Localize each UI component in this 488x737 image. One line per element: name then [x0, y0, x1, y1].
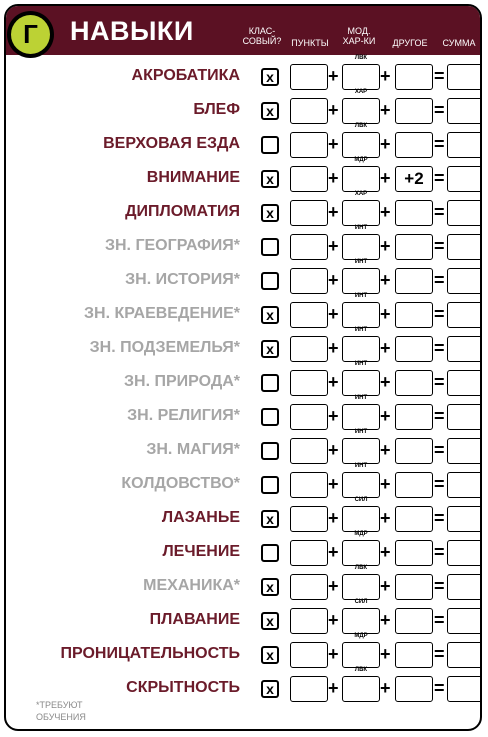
other-field[interactable] — [395, 234, 433, 260]
skill-name: ЗН. ИСТОРИЯ* — [125, 271, 240, 288]
ability-mod-field[interactable] — [342, 574, 380, 600]
total-field[interactable] — [447, 370, 482, 396]
equals-sign: = — [434, 576, 445, 596]
plus-sign: + — [380, 474, 391, 494]
skill-row — [6, 191, 480, 229]
plus-sign: + — [380, 372, 391, 392]
equals-sign: = — [434, 202, 445, 222]
ability-label: ЛВК — [354, 55, 368, 61]
plus-sign: + — [380, 134, 391, 154]
other-field[interactable] — [395, 98, 433, 124]
section-badge — [7, 11, 54, 58]
skill-name: ЗН. КРАЕВЕДЕНИЕ* — [84, 305, 240, 322]
other-field[interactable] — [395, 200, 433, 226]
skill-name: ВНИМАНИЕ — [146, 169, 240, 186]
ability-mod-field[interactable] — [342, 642, 380, 668]
equals-sign: = — [434, 236, 445, 256]
plus-sign: + — [328, 134, 339, 154]
ability-mod-field[interactable] — [342, 98, 380, 124]
points-field[interactable] — [290, 608, 328, 634]
ability-label: ХАР — [354, 191, 368, 197]
points-field[interactable] — [290, 98, 328, 124]
points-field[interactable] — [290, 676, 328, 702]
other-field[interactable] — [395, 676, 433, 702]
class-skill-checkbox[interactable] — [261, 374, 279, 392]
total-field[interactable] — [447, 268, 482, 294]
class-skill-checkbox[interactable] — [261, 136, 279, 154]
skill-name: ЗН. МАГИЯ* — [146, 441, 240, 458]
class-skill-checkbox[interactable]: x — [261, 612, 279, 630]
points-field[interactable] — [290, 166, 328, 192]
equals-sign: = — [434, 406, 445, 426]
ability-mod-field[interactable] — [342, 506, 380, 532]
plus-sign: + — [380, 508, 391, 528]
class-skill-checkbox[interactable] — [261, 476, 279, 494]
plus-sign: + — [380, 202, 391, 222]
ability-label: ИНТ — [354, 225, 368, 231]
skill-name: СКРЫТНОСТЬ — [126, 679, 240, 696]
skill-row — [6, 565, 480, 603]
total-field[interactable] — [447, 540, 482, 566]
plus-sign: + — [328, 202, 339, 222]
skill-row — [6, 429, 480, 467]
equals-sign: = — [434, 168, 445, 188]
total-field[interactable] — [447, 574, 482, 600]
points-field[interactable] — [290, 132, 328, 158]
plus-sign: + — [380, 440, 391, 460]
equals-sign: = — [434, 66, 445, 86]
skill-row — [6, 531, 480, 569]
total-field[interactable] — [447, 676, 482, 702]
skill-name: ЗН. РЕЛИГИЯ* — [127, 407, 240, 424]
ability-mod-field[interactable] — [342, 336, 380, 362]
other-field[interactable] — [395, 336, 433, 362]
skills-panel — [4, 4, 482, 731]
points-field[interactable] — [290, 64, 328, 90]
other-field[interactable] — [395, 506, 433, 532]
plus-sign: + — [328, 270, 339, 290]
ability-label: ИНТ — [354, 395, 368, 401]
skill-name: ЗН. ПРИРОДА* — [123, 373, 240, 390]
skill-row — [6, 395, 480, 433]
skill-row — [6, 327, 480, 365]
other-field[interactable] — [395, 268, 433, 294]
skill-row — [6, 123, 480, 161]
points-field[interactable] — [290, 336, 328, 362]
ability-label: ИНТ — [354, 293, 368, 299]
plus-sign: + — [380, 236, 391, 256]
other-field[interactable] — [395, 642, 433, 668]
ability-mod-field[interactable] — [342, 64, 380, 90]
total-field[interactable] — [447, 506, 482, 532]
class-skill-checkbox[interactable]: x — [261, 306, 279, 324]
points-field[interactable] — [290, 540, 328, 566]
header-bar — [6, 6, 480, 55]
plus-sign: + — [328, 542, 339, 562]
class-skill-checkbox[interactable] — [261, 238, 279, 256]
skill-name: ВЕРХОВАЯ ЕЗДА — [103, 135, 240, 152]
equals-sign: = — [434, 304, 445, 324]
total-field[interactable] — [447, 64, 482, 90]
ability-mod-field[interactable] — [342, 200, 380, 226]
skill-row — [6, 293, 480, 331]
skill-row — [6, 157, 480, 195]
plus-sign: + — [328, 644, 339, 664]
ability-mod-field[interactable] — [342, 234, 380, 260]
skill-name: ПЛАВАНИЕ — [149, 611, 240, 628]
points-field[interactable] — [290, 234, 328, 260]
plus-sign: + — [328, 440, 339, 460]
plus-sign: + — [380, 100, 391, 120]
section-title: НАВЫКИ — [70, 16, 194, 46]
skill-name: ПРОНИЦАТЕЛЬНОСТЬ — [60, 645, 240, 662]
ability-label: ИНТ — [354, 429, 368, 435]
plus-sign: + — [328, 236, 339, 256]
other-field[interactable]: +2 — [395, 166, 433, 192]
total-field[interactable] — [447, 472, 482, 498]
class-skill-checkbox[interactable]: x — [261, 170, 279, 188]
plus-sign: + — [328, 610, 339, 630]
plus-sign: + — [380, 678, 391, 698]
skill-name: ЗН. ПОДЗЕМЕЛЬЯ* — [89, 339, 240, 356]
total-field[interactable] — [447, 234, 482, 260]
skill-row — [6, 463, 480, 501]
ability-label: ИНТ — [354, 327, 368, 333]
skill-row — [6, 599, 480, 637]
equals-sign: = — [434, 372, 445, 392]
points-field[interactable] — [290, 404, 328, 430]
plus-sign: + — [380, 168, 391, 188]
plus-sign: + — [328, 338, 339, 358]
total-field[interactable] — [447, 166, 482, 192]
skill-row — [6, 225, 480, 263]
ability-mod-field[interactable] — [342, 676, 380, 702]
class-skill-checkbox[interactable]: x — [261, 578, 279, 596]
skill-row — [6, 633, 480, 671]
skill-row — [6, 259, 480, 297]
points-field[interactable] — [290, 200, 328, 226]
equals-sign: = — [434, 338, 445, 358]
plus-sign: + — [328, 508, 339, 528]
plus-sign: + — [328, 372, 339, 392]
column-other: ДРУГОЕ — [392, 38, 428, 48]
other-field[interactable] — [395, 438, 433, 464]
other-field[interactable] — [395, 132, 433, 158]
ability-label: ХАР — [354, 89, 368, 95]
total-field[interactable] — [447, 200, 482, 226]
plus-sign: + — [328, 66, 339, 86]
plus-sign: + — [328, 168, 339, 188]
class-skill-checkbox[interactable] — [261, 408, 279, 426]
plus-sign: + — [380, 644, 391, 664]
class-skill-checkbox[interactable] — [261, 544, 279, 562]
ability-mod-field[interactable] — [342, 166, 380, 192]
ability-mod-field[interactable] — [342, 404, 380, 430]
section-letter: Г — [11, 15, 50, 54]
ability-mod-field[interactable] — [342, 370, 380, 396]
footnote: *ТРЕБУЮТ ОБУЧЕНИЯ — [36, 700, 86, 722]
ability-mod-field[interactable] — [342, 438, 380, 464]
ability-mod-field[interactable] — [342, 472, 380, 498]
ability-mod-field[interactable] — [342, 132, 380, 158]
total-field[interactable] — [447, 336, 482, 362]
ability-mod-field[interactable] — [342, 608, 380, 634]
other-field[interactable] — [395, 404, 433, 430]
skill-name: КОЛДОВСТВО* — [121, 475, 240, 492]
points-field[interactable] — [290, 642, 328, 668]
points-field[interactable] — [290, 370, 328, 396]
points-field[interactable] — [290, 268, 328, 294]
total-field[interactable] — [447, 404, 482, 430]
points-field[interactable] — [290, 506, 328, 532]
ability-label: ЛВК — [354, 667, 368, 673]
skill-name: ДИПЛОМАТИЯ — [125, 203, 240, 220]
ability-mod-field[interactable] — [342, 268, 380, 294]
skill-row — [6, 361, 480, 399]
skill-name: БЛЕФ — [193, 101, 240, 118]
skill-name: ЛАЗАНЬЕ — [161, 509, 240, 526]
plus-sign: + — [380, 338, 391, 358]
column-sum: СУММА — [442, 38, 476, 48]
total-field[interactable] — [447, 642, 482, 668]
plus-sign: + — [328, 576, 339, 596]
other-field[interactable] — [395, 574, 433, 600]
plus-sign: + — [380, 542, 391, 562]
ability-mod-field[interactable] — [342, 540, 380, 566]
total-field[interactable] — [447, 302, 482, 328]
total-field[interactable] — [447, 608, 482, 634]
plus-sign: + — [328, 304, 339, 324]
equals-sign: = — [434, 644, 445, 664]
ability-label: МДР — [354, 633, 368, 639]
plus-sign: + — [380, 576, 391, 596]
total-field[interactable] — [447, 132, 482, 158]
ability-label: ИНТ — [354, 259, 368, 265]
ability-label: МДР — [354, 531, 368, 537]
equals-sign: = — [434, 474, 445, 494]
skill-name: МЕХАНИКА* — [143, 577, 240, 594]
skill-name: АКРОБАТИКА — [131, 67, 240, 84]
skill-row — [6, 55, 480, 93]
skill-name: ЛЕЧЕНИЕ — [162, 543, 240, 560]
equals-sign: = — [434, 610, 445, 630]
class-skill-checkbox[interactable]: x — [261, 102, 279, 120]
class-skill-checkbox[interactable]: x — [261, 204, 279, 222]
points-field[interactable] — [290, 438, 328, 464]
plus-sign: + — [380, 610, 391, 630]
column-class-skill: КЛАС- СОВЫЙ? — [242, 26, 282, 46]
skill-row — [6, 89, 480, 127]
class-skill-checkbox[interactable]: x — [261, 680, 279, 698]
points-field[interactable] — [290, 574, 328, 600]
equals-sign: = — [434, 678, 445, 698]
total-field[interactable] — [447, 438, 482, 464]
plus-sign: + — [328, 100, 339, 120]
ability-label: СИЛ — [354, 599, 368, 605]
ability-label: ЛВК — [354, 123, 368, 129]
skill-name: ЗН. ГЕОГРАФИЯ* — [104, 237, 240, 254]
class-skill-checkbox[interactable]: x — [261, 68, 279, 86]
class-skill-checkbox[interactable]: x — [261, 340, 279, 358]
other-field[interactable] — [395, 540, 433, 566]
ability-label: МДР — [354, 157, 368, 163]
equals-sign: = — [434, 508, 445, 528]
ability-label: ЛВК — [354, 565, 368, 571]
ability-label: СИЛ — [354, 497, 368, 503]
class-skill-checkbox[interactable]: x — [261, 646, 279, 664]
column-points: ПУНКТЫ — [291, 38, 329, 48]
plus-sign: + — [328, 678, 339, 698]
plus-sign: + — [328, 474, 339, 494]
equals-sign: = — [434, 542, 445, 562]
total-field[interactable] — [447, 98, 482, 124]
plus-sign: + — [380, 270, 391, 290]
ability-mod-field[interactable] — [342, 302, 380, 328]
equals-sign: = — [434, 270, 445, 290]
class-skill-checkbox[interactable] — [261, 272, 279, 290]
points-field[interactable] — [290, 472, 328, 498]
other-field[interactable] — [395, 302, 433, 328]
other-field[interactable] — [395, 472, 433, 498]
class-skill-checkbox[interactable]: x — [261, 510, 279, 528]
other-field[interactable] — [395, 64, 433, 90]
plus-sign: + — [328, 406, 339, 426]
skill-row — [6, 497, 480, 535]
ability-label: ИНТ — [354, 463, 368, 469]
points-field[interactable] — [290, 302, 328, 328]
plus-sign: + — [380, 66, 391, 86]
column-ability-mod: МОД. ХАР-КИ — [342, 26, 376, 46]
other-field[interactable] — [395, 370, 433, 396]
equals-sign: = — [434, 134, 445, 154]
equals-sign: = — [434, 440, 445, 460]
plus-sign: + — [380, 406, 391, 426]
other-field[interactable] — [395, 608, 433, 634]
plus-sign: + — [380, 304, 391, 324]
class-skill-checkbox[interactable] — [261, 442, 279, 460]
ability-label: ИНТ — [354, 361, 368, 367]
equals-sign: = — [434, 100, 445, 120]
